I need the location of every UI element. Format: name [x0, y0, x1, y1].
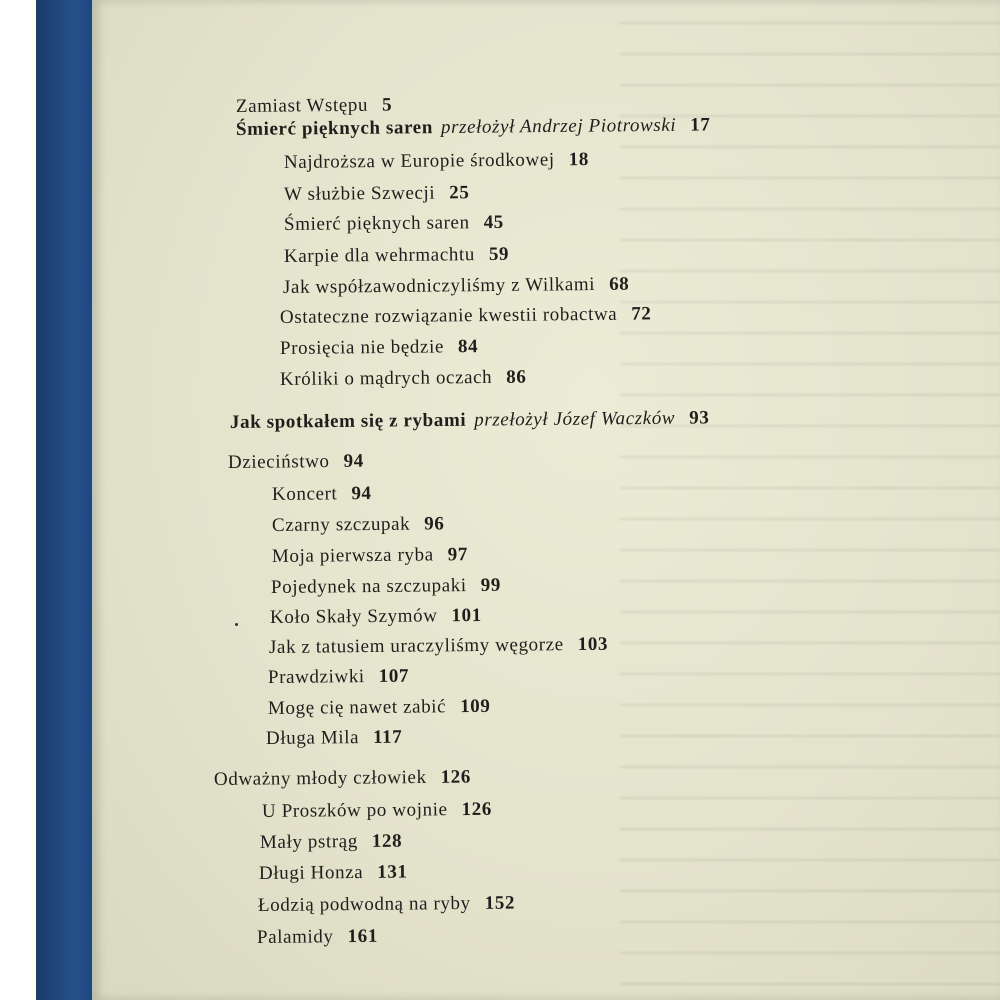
- toc-entry-page: 84: [457, 336, 479, 358]
- toc-entry: [214, 767, 471, 791]
- toc-entry: [228, 451, 364, 474]
- toc-entry-page: 131: [377, 861, 408, 883]
- toc-entry-title: Koło Skały Szymów: [269, 605, 438, 628]
- toc-entry: [271, 575, 501, 599]
- toc-entry-title: Czarny szczupak: [271, 513, 411, 536]
- toc-entry-page: 109: [460, 695, 491, 718]
- toc-entry-page: 152: [484, 892, 516, 914]
- toc-entry: [268, 696, 491, 720]
- toc-entry-credit: przełożył Andrzej Piotrowski: [440, 114, 677, 139]
- toc-entry-page: 25: [449, 182, 470, 204]
- toc-entry-title: Pojedynek na szczupaki: [270, 575, 467, 598]
- toc-entry: [269, 634, 608, 659]
- toc-entry-page: 126: [461, 798, 493, 821]
- toc-entry-page: 86: [506, 366, 527, 388]
- toc-entry-page: 18: [568, 149, 590, 171]
- toc-entry: [258, 893, 515, 917]
- toc-entry: [257, 926, 378, 949]
- toc-entry: [284, 244, 509, 268]
- toc-entry-title: U Proszków po wojnie: [261, 799, 448, 822]
- toc-entry-title: Prosięcia nie będzie: [279, 336, 445, 359]
- toc-entry-title: Króliki o mądrych oczach: [279, 366, 493, 390]
- toc-entry-page: 128: [371, 830, 403, 852]
- toc-entry-page: 99: [480, 574, 502, 596]
- toc-entry: [284, 182, 470, 206]
- toc-entry: [272, 513, 445, 537]
- toc-entry-page: 96: [424, 513, 445, 535]
- toc-entry-title: Odważny młody człowiek: [213, 766, 427, 790]
- toc-entry-page: 45: [483, 211, 504, 234]
- toc-entry-title: Mogę cię nawet zabić: [267, 696, 447, 719]
- toc-entry-title: Jak współzawodniczyliśmy z Wilkami: [282, 274, 596, 298]
- toc-entry: [259, 862, 408, 885]
- toc-entry-title: Mały pstrąg: [259, 831, 358, 853]
- toc-entry: [284, 149, 589, 174]
- toc-entry-page: 117: [372, 726, 403, 748]
- toc-entry-credit: przełożył Józef Waczków: [474, 407, 676, 431]
- toc-entry-page: 97: [447, 544, 468, 566]
- toc-entry: [280, 336, 478, 360]
- toc-entry-page: 59: [488, 243, 510, 266]
- toc-entry-page: 94: [343, 450, 364, 472]
- toc-entry-title: Długa Mila: [265, 727, 360, 749]
- toc-entry-title: Śmierć pięknych saren: [235, 117, 434, 140]
- toc-entry-title: Ostateczne rozwiązanie kwestii robactwa: [279, 303, 618, 328]
- toc-entry-title: Długi Honza: [258, 862, 364, 884]
- toc-entry: [236, 114, 711, 141]
- toc-entry: [266, 727, 403, 750]
- toc-entry: [284, 212, 504, 236]
- toc-entry-page: 68: [609, 273, 630, 295]
- toc-entry-page: 17: [690, 114, 711, 136]
- toc-entry-title: Jak spotkałem się z rybami: [229, 409, 467, 433]
- toc-entry: [260, 831, 402, 854]
- toc-entry-page: 5: [381, 94, 393, 116]
- toc-entry: [262, 799, 492, 823]
- toc-entry-title: Karpie dla wehrmachtu: [283, 244, 476, 267]
- toc-entry-title: Palamidy: [256, 926, 334, 948]
- toc-entry-page: 161: [347, 925, 378, 948]
- toc-entry-title: Jak z tatusiem uraczyliśmy węgorze: [268, 634, 564, 658]
- toc-entry-title: Prawdziwki: [267, 666, 365, 688]
- toc-entry-page: 107: [378, 665, 410, 687]
- toc-entry: [280, 367, 527, 391]
- toc-entry-title: Śmierć pięknych saren: [283, 212, 470, 235]
- toc-entry-title: Moja pierwsza ryba: [271, 544, 434, 567]
- toc-entry: [268, 666, 409, 689]
- toc-entry: [280, 303, 652, 329]
- toc-entry: [270, 605, 482, 629]
- toc-entry-page: 103: [577, 633, 609, 656]
- toc-entry-title: Zamiast Wstępu: [235, 94, 369, 117]
- toc-entry-page: 93: [689, 407, 710, 429]
- toc-entry: [230, 407, 710, 434]
- toc-entry: [236, 95, 392, 118]
- toc-entry-title: W służbie Szwecji: [283, 182, 436, 205]
- toc-entry: [272, 544, 468, 568]
- toc-entry-page: 72: [631, 303, 652, 325]
- toc-entry: [283, 274, 630, 299]
- toc-entry-title: Najdroższa w Europie środkowej: [283, 149, 555, 173]
- toc-entry-page: 101: [451, 604, 482, 627]
- toc-entry-title: Koncert: [271, 483, 338, 505]
- toc-entry-title: Dzieciństwo: [227, 451, 330, 473]
- toc-entry-page: 126: [440, 766, 472, 788]
- toc-entry-title: Łodzią podwodną na ryby: [257, 892, 471, 916]
- toc-entry: [272, 483, 372, 506]
- toc-entry-page: 94: [351, 483, 372, 505]
